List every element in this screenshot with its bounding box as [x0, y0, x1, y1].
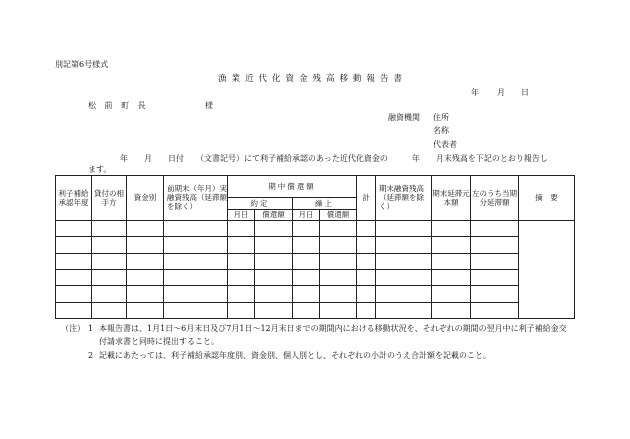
table-cell [255, 269, 293, 285]
header-total: 計 [357, 176, 376, 221]
table-cell [56, 286, 92, 302]
table-cell [255, 302, 293, 318]
table-cell [293, 302, 320, 318]
table-cell [92, 286, 127, 302]
header-month-day: 月日 [293, 209, 320, 220]
table-row [56, 302, 575, 318]
remarks-cell [519, 220, 575, 318]
table-cell [164, 269, 228, 285]
table-row [56, 220, 575, 236]
table-cell [471, 253, 519, 269]
table-cell [228, 220, 255, 236]
table-cell [127, 237, 164, 253]
table-cell [357, 269, 376, 285]
table-cell [92, 269, 127, 285]
note-1-line-1: 本報告書は、1月1日～6月末日及び7月1日～12月末日までの期間内における移動状況を、それぞれの期間の翌月中に利子補給金交 [99, 324, 567, 333]
header-month-day: 月日 [228, 209, 255, 220]
header-scheduled: 約定 [228, 198, 293, 209]
table-cell [376, 237, 432, 253]
table-row [56, 286, 575, 302]
table-cell [56, 237, 92, 253]
table-cell [228, 302, 255, 318]
date-year-label: 年 [471, 88, 479, 97]
table-cell [228, 269, 255, 285]
note-1-number: 1 [88, 324, 94, 333]
table-cell [293, 220, 320, 236]
header-approval-year: 利子補給承認年度 [56, 176, 92, 221]
table-cell [56, 253, 92, 269]
header-prev-balance: 前期末（年月）実融資残高（延滞額を除く） [164, 176, 228, 221]
header-repay-amount: 償還額 [320, 209, 357, 220]
table-cell [228, 253, 255, 269]
table-cell [320, 286, 357, 302]
table-cell [357, 220, 376, 236]
table-cell [56, 302, 92, 318]
table-cell [471, 286, 519, 302]
lender-name: 名称 [433, 126, 449, 135]
table-cell [164, 286, 228, 302]
table-cell [255, 253, 293, 269]
table-cell [376, 220, 432, 236]
table-cell [376, 286, 432, 302]
table-cell [293, 269, 320, 285]
table-cell [432, 286, 471, 302]
header-fund-type: 資金別 [127, 176, 164, 221]
header-end-balance: 期末融資残高（延滞額を除く） [376, 176, 432, 221]
table-cell [357, 286, 376, 302]
table-header [56, 176, 575, 221]
table-cell [293, 253, 320, 269]
table-cell [92, 237, 127, 253]
page-title: 漁業近代化資金残高移動報告書 [218, 74, 408, 84]
table-row [56, 269, 575, 285]
date-day-label: 日 [521, 88, 529, 97]
table-cell [357, 302, 376, 318]
table-cell [164, 253, 228, 269]
table-cell [127, 286, 164, 302]
report-table [55, 175, 575, 319]
note-2-number: 2 [88, 351, 94, 360]
table-cell [92, 302, 127, 318]
table-cell [320, 269, 357, 285]
table-cell [255, 220, 293, 236]
table-cell [164, 237, 228, 253]
table-cell [228, 286, 255, 302]
table-cell [376, 302, 432, 318]
table-cell [432, 237, 471, 253]
table-cell [164, 220, 228, 236]
addressee-name: 松 前 町 長 [88, 101, 149, 110]
lender-representative: 代表者 [433, 140, 457, 149]
table-cell [471, 269, 519, 285]
table-cell [471, 237, 519, 253]
table-cell [320, 302, 357, 318]
table-cell [432, 253, 471, 269]
table-cell [92, 220, 127, 236]
table-cell [357, 253, 376, 269]
lender-address: 住所 [433, 113, 449, 122]
header-remarks: 摘 要 [519, 176, 575, 221]
table-cell [127, 269, 164, 285]
note-1-line-2: 付請求書と同時に提出すること。 [99, 337, 219, 346]
table-cell [432, 269, 471, 285]
table-cell [432, 302, 471, 318]
table-cell [357, 237, 376, 253]
table-cell [376, 253, 432, 269]
table-body [56, 220, 575, 318]
addressee-honorific: 様 [205, 101, 213, 110]
header-repay-amount: 償還額 [255, 209, 293, 220]
date-month-label: 月 [497, 88, 505, 97]
table-cell [320, 220, 357, 236]
table-cell [255, 286, 293, 302]
lender-label: 融資機関 [388, 113, 420, 122]
table-cell [471, 302, 519, 318]
table-cell [56, 220, 92, 236]
header-borrower: 貸付の相手方 [92, 176, 127, 221]
table-cell [293, 237, 320, 253]
header-overdue: 期末延滞元本額 [432, 176, 471, 221]
table-cell [127, 253, 164, 269]
table-cell [293, 286, 320, 302]
form-number: 別記第6号様式 [55, 60, 109, 69]
header-early: 繰上 [293, 198, 357, 209]
header-repayment-group: 期中償還額 [228, 176, 357, 198]
table-cell [320, 237, 357, 253]
table-cell [228, 237, 255, 253]
table-cell [56, 269, 92, 285]
table-cell [255, 237, 293, 253]
note-2-text: 記載にあたっては、利子補給承認年度別、資金別、個人別とし、それぞれの小計のうえ合計額を記載のこと。 [99, 351, 491, 360]
table-cell [127, 302, 164, 318]
intro-line-1: 年 月 日付 （文書記号）にて利子補給承認のあった近代化資金の 年 月末残高を下記のとおり報告し [120, 154, 548, 163]
intro-line-2: ます。 [88, 165, 112, 174]
header-current-overdue: 左のうち当期分延滞額 [471, 176, 519, 221]
table-cell [471, 220, 519, 236]
table-row [56, 237, 575, 253]
table-cell [432, 220, 471, 236]
table-cell [92, 253, 127, 269]
table-cell [320, 253, 357, 269]
table-cell [376, 269, 432, 285]
table-cell [164, 302, 228, 318]
table-cell [127, 220, 164, 236]
table-row [56, 253, 575, 269]
notes-label: （注） [61, 324, 85, 333]
